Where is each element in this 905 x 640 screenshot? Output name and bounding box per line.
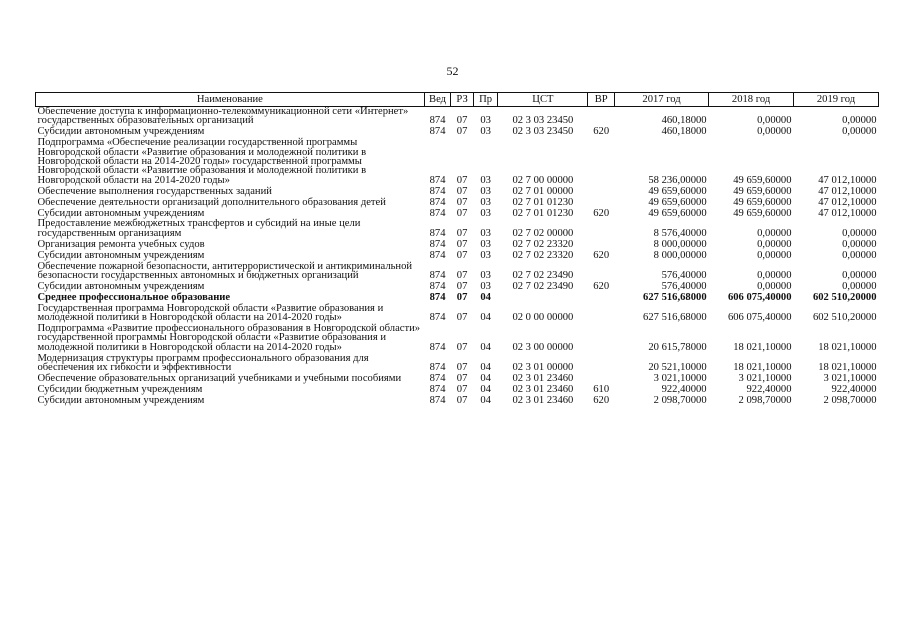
cell-2019: 47 012,10000 xyxy=(818,174,877,186)
cell-cst: 02 3 03 23450 xyxy=(512,115,574,127)
cell-rz: 07 xyxy=(456,238,468,250)
cell-vr xyxy=(588,107,615,128)
cell-pr: 03 xyxy=(480,196,491,208)
cell-2018: 18 021,10000 xyxy=(733,362,792,374)
cell-2019: 2 098,70000 xyxy=(823,394,877,406)
cell-vr xyxy=(588,198,615,209)
cell-name: Обеспечение доступа к информационно-телекоммуникационной сети «Интернет» государственных образовательных организаций xyxy=(37,106,409,127)
cell-2018: 0,00000 xyxy=(757,280,792,292)
cell-2017: 49 659,60000 xyxy=(648,185,707,197)
cell-vr: 620 xyxy=(593,126,610,138)
cell-name: Предоставление межбюджетных трансфертов и субсидий на иные цели государственным организациям xyxy=(37,218,361,239)
column-header-2017: 2017 год xyxy=(615,93,709,107)
cell-vr xyxy=(588,219,615,239)
cell-2018: 49 659,60000 xyxy=(733,174,792,186)
cell-name: Подпрограмма «Развитие профессионального образования в Новгородской области» государственной программы Новгородской области «Развитие образования и молодежной политики в Новгородской области на 2014-2020 годы» xyxy=(37,323,421,353)
cell-rz: 07 xyxy=(456,196,468,208)
cell-pr: 03 xyxy=(480,115,491,127)
cell-pr: 04 xyxy=(480,341,491,353)
cell-name: Обеспечение деятельности организаций дополнительного образования детей xyxy=(37,196,386,208)
cell-2019: 0,00000 xyxy=(842,280,877,292)
page-number: 52 xyxy=(446,64,459,78)
cell-ved: 874 xyxy=(429,207,446,219)
cell-pr: 04 xyxy=(480,312,491,324)
table-body xyxy=(36,107,879,407)
cell-cst: 02 7 02 23490 xyxy=(512,280,574,292)
cell-2018: 0,00000 xyxy=(757,238,792,250)
cell-rz: 07 xyxy=(456,185,468,197)
cell-pr: 04 xyxy=(480,394,491,406)
cell-2019: 47 012,10000 xyxy=(818,196,877,208)
cell-2019: 3 021,10000 xyxy=(823,373,877,385)
cell-name: Модернизация структуры программ профессионального образования для обеспечения их гибкости и эффективности xyxy=(37,352,369,374)
cell-2017: 576,40000 xyxy=(661,270,707,281)
cell-2019: 0,00000 xyxy=(842,249,877,261)
column-header-pr: Пр xyxy=(473,93,498,107)
cell-2019: 0,00000 xyxy=(842,126,877,138)
column-header-ved: Вед xyxy=(424,93,451,107)
cell-ved: 874 xyxy=(429,341,446,353)
table-row xyxy=(36,198,879,209)
cell-pr: 03 xyxy=(480,207,491,219)
table-header-row xyxy=(36,93,879,107)
cell-name: Субсидии автономным учреждениям xyxy=(37,394,205,406)
cell-cst: 02 3 03 23450 xyxy=(512,126,574,138)
cell-2017: 627 516,68000 xyxy=(643,291,707,303)
column-header-vr: ВР xyxy=(588,93,615,107)
cell-rz: 07 xyxy=(456,291,468,303)
cell-rz: 07 xyxy=(456,341,468,353)
cell-pr: 03 xyxy=(480,174,491,186)
cell-cst: 02 3 01 23460 xyxy=(512,383,574,395)
cell-rz: 07 xyxy=(456,362,468,374)
cell-2019: 0,00000 xyxy=(842,115,877,127)
table-row xyxy=(36,107,879,128)
cell-2018: 0,00000 xyxy=(757,115,792,127)
cell-name: Обеспечение образовательных организаций учебниками и учебными пособиями xyxy=(37,373,402,385)
cell-2019: 18 021,10000 xyxy=(818,341,877,353)
cell-ved: 874 xyxy=(429,126,446,138)
cell-ved: 874 xyxy=(429,291,446,303)
cell-cst: 02 3 00 00000 xyxy=(512,341,574,353)
table-row xyxy=(36,396,879,407)
cell-ved: 874 xyxy=(429,227,446,239)
cell-vr xyxy=(588,304,615,324)
cell-vr xyxy=(588,187,615,198)
cell-name: Субсидии автономным учреждениям xyxy=(37,126,205,138)
cell-2018: 606 075,40000 xyxy=(727,312,792,324)
cell-rz: 07 xyxy=(456,126,468,138)
cell-2018: 3 021,10000 xyxy=(738,373,792,385)
table-row xyxy=(36,324,879,354)
cell-vr xyxy=(588,262,615,282)
cell-ved: 874 xyxy=(429,280,446,292)
cell-2017: 576,40000 xyxy=(661,280,707,292)
cell-pr: 03 xyxy=(480,249,491,261)
cell-rz: 07 xyxy=(456,115,468,127)
cell-2018: 0,00000 xyxy=(757,227,792,239)
column-header-rz: РЗ xyxy=(451,93,474,107)
cell-pr: 03 xyxy=(480,270,491,281)
cell-rz: 07 xyxy=(456,373,468,385)
cell-ved: 874 xyxy=(429,238,446,250)
cell-2019: 602 510,20000 xyxy=(812,291,877,303)
cell-pr: 03 xyxy=(480,280,491,292)
cell-2019: 922,40000 xyxy=(831,383,877,395)
cell-vr xyxy=(588,324,615,354)
cell-2018: 0,00000 xyxy=(757,270,792,281)
column-header-cst: ЦСТ xyxy=(498,93,588,107)
cell-name: Организация ремонта учебных судов xyxy=(37,238,205,250)
cell-2019: 0,00000 xyxy=(842,227,877,239)
table-row xyxy=(36,138,879,187)
cell-vr: 610 xyxy=(593,383,610,395)
cell-pr: 04 xyxy=(480,291,491,303)
cell-cst: 02 3 01 23460 xyxy=(512,394,574,406)
cell-2018: 49 659,60000 xyxy=(733,185,792,197)
cell-2018: 49 659,60000 xyxy=(733,207,792,219)
cell-name: Субсидии автономным учреждениям xyxy=(37,207,205,219)
cell-pr: 04 xyxy=(480,362,491,374)
cell-rz: 07 xyxy=(456,394,468,406)
cell-ved: 874 xyxy=(429,249,446,261)
cell-rz: 07 xyxy=(456,383,468,395)
cell-name: Субсидии автономным учреждениям xyxy=(37,249,205,261)
cell-cst: 02 7 01 00000 xyxy=(512,185,574,197)
cell-pr: 03 xyxy=(480,126,491,138)
cell-2017: 8 000,00000 xyxy=(653,238,707,250)
cell-cst: 02 0 00 00000 xyxy=(512,312,574,324)
cell-ved: 874 xyxy=(429,312,446,324)
cell-2018: 922,40000 xyxy=(746,383,792,395)
cell-2017: 627 516,68000 xyxy=(643,312,707,324)
cell-2019: 47 012,10000 xyxy=(818,185,877,197)
cell-name: Государственная программа Новгородской области «Развитие образования и молодежной политики в Новгородской области на 2014-2020 годы» xyxy=(37,302,384,324)
cell-2019: 0,00000 xyxy=(842,238,877,250)
cell-name: Субсидии автономным учреждениям xyxy=(37,280,205,292)
cell-cst: 02 7 02 23320 xyxy=(512,238,574,250)
cell-2019: 602 510,20000 xyxy=(812,312,877,324)
cell-ved: 874 xyxy=(429,394,446,406)
cell-vr: 620 xyxy=(593,394,610,406)
table-row xyxy=(36,354,879,374)
cell-2018: 0,00000 xyxy=(757,126,792,138)
cell-2017: 20 521,10000 xyxy=(648,362,707,374)
column-header-name: Наименование xyxy=(36,93,425,107)
cell-2018: 0,00000 xyxy=(757,249,792,261)
cell-2017: 2 098,70000 xyxy=(653,394,707,406)
column-header-2019: 2019 год xyxy=(794,93,879,107)
column-header-2018: 2018 год xyxy=(709,93,794,107)
cell-ved: 874 xyxy=(429,383,446,395)
cell-pr: 03 xyxy=(480,227,491,239)
cell-2018: 49 659,60000 xyxy=(733,196,792,208)
cell-rz: 07 xyxy=(456,207,468,219)
cell-2018: 18 021,10000 xyxy=(733,341,792,353)
cell-vr xyxy=(588,293,615,304)
cell-rz: 07 xyxy=(456,174,468,186)
cell-name: Среднее профессиональное образование xyxy=(37,291,231,303)
cell-cst: 02 3 01 23460 xyxy=(512,373,574,385)
table-row xyxy=(36,304,879,324)
cell-cst: 02 3 01 00000 xyxy=(512,362,574,374)
cell-pr: 03 xyxy=(480,238,491,250)
cell-cst: 02 7 01 01230 xyxy=(512,207,574,219)
cell-pr: 04 xyxy=(480,383,491,395)
cell-cst: 02 7 02 23320 xyxy=(512,249,574,261)
cell-2017: 460,18000 xyxy=(661,126,707,138)
table-row xyxy=(36,262,879,282)
cell-2019: 47 012,10000 xyxy=(818,207,877,219)
cell-2019: 18 021,10000 xyxy=(818,362,877,374)
cell-rz: 07 xyxy=(456,270,468,281)
cell-ved: 874 xyxy=(429,185,446,197)
cell-2017: 49 659,60000 xyxy=(648,196,707,208)
cell-2017: 58 236,00000 xyxy=(648,174,707,186)
cell-name: Обеспечение пожарной безопасности, антитеррористической и антикриминальной безопасности государственных автономных и бюджетных организаций xyxy=(37,260,413,281)
cell-rz: 07 xyxy=(456,312,468,324)
cell-rz: 07 xyxy=(456,227,468,239)
cell-vr xyxy=(588,138,615,187)
table-row xyxy=(36,219,879,239)
cell-cst: 02 7 01 01230 xyxy=(512,196,574,208)
cell-name: Подпрограмма «Обеспечение реализации государственной программы Новгородской области «Развитие образования и молодежной политики в Новгородской области на 2014-2020 годы» государственной программы Новгородской области «Развитие образования и молодежной политики в Новгородской области на 2014-2020 годы» xyxy=(37,137,367,186)
cell-2017: 922,40000 xyxy=(661,383,707,395)
cell-2017: 8 576,40000 xyxy=(653,227,707,239)
cell-cst: 02 7 02 00000 xyxy=(512,227,574,239)
cell-2019: 0,00000 xyxy=(842,270,877,281)
cell-cst: 02 7 02 23490 xyxy=(512,270,574,281)
cell-ved: 874 xyxy=(429,373,446,385)
cell-name: Субсидии бюджетным учреждениям xyxy=(37,383,203,395)
cell-vr: 620 xyxy=(593,280,610,292)
cell-ved: 874 xyxy=(429,174,446,186)
cell-2017: 8 000,00000 xyxy=(653,249,707,261)
table-row xyxy=(36,251,879,262)
cell-rz: 07 xyxy=(456,280,468,292)
cell-vr xyxy=(588,354,615,374)
cell-rz: 07 xyxy=(456,249,468,261)
cell-vr: 620 xyxy=(593,249,610,261)
cell-cst: 02 7 00 00000 xyxy=(512,174,574,186)
cell-2017: 3 021,10000 xyxy=(653,373,707,385)
cell-pr: 03 xyxy=(480,185,491,197)
budget-table xyxy=(35,92,879,407)
cell-name: Обеспечение выполнения государственных заданий xyxy=(37,185,272,197)
cell-ved: 874 xyxy=(429,115,446,127)
cell-cst xyxy=(498,293,588,304)
cell-2017: 20 615,78000 xyxy=(648,341,707,353)
cell-2018: 2 098,70000 xyxy=(738,394,792,406)
cell-vr: 620 xyxy=(593,207,610,219)
cell-ved: 874 xyxy=(429,362,446,374)
cell-ved: 874 xyxy=(429,270,446,281)
cell-pr: 04 xyxy=(480,373,491,385)
cell-2017: 460,18000 xyxy=(661,115,707,127)
cell-ved: 874 xyxy=(429,196,446,208)
cell-2017: 49 659,60000 xyxy=(648,207,707,219)
cell-2018: 606 075,40000 xyxy=(727,291,792,303)
